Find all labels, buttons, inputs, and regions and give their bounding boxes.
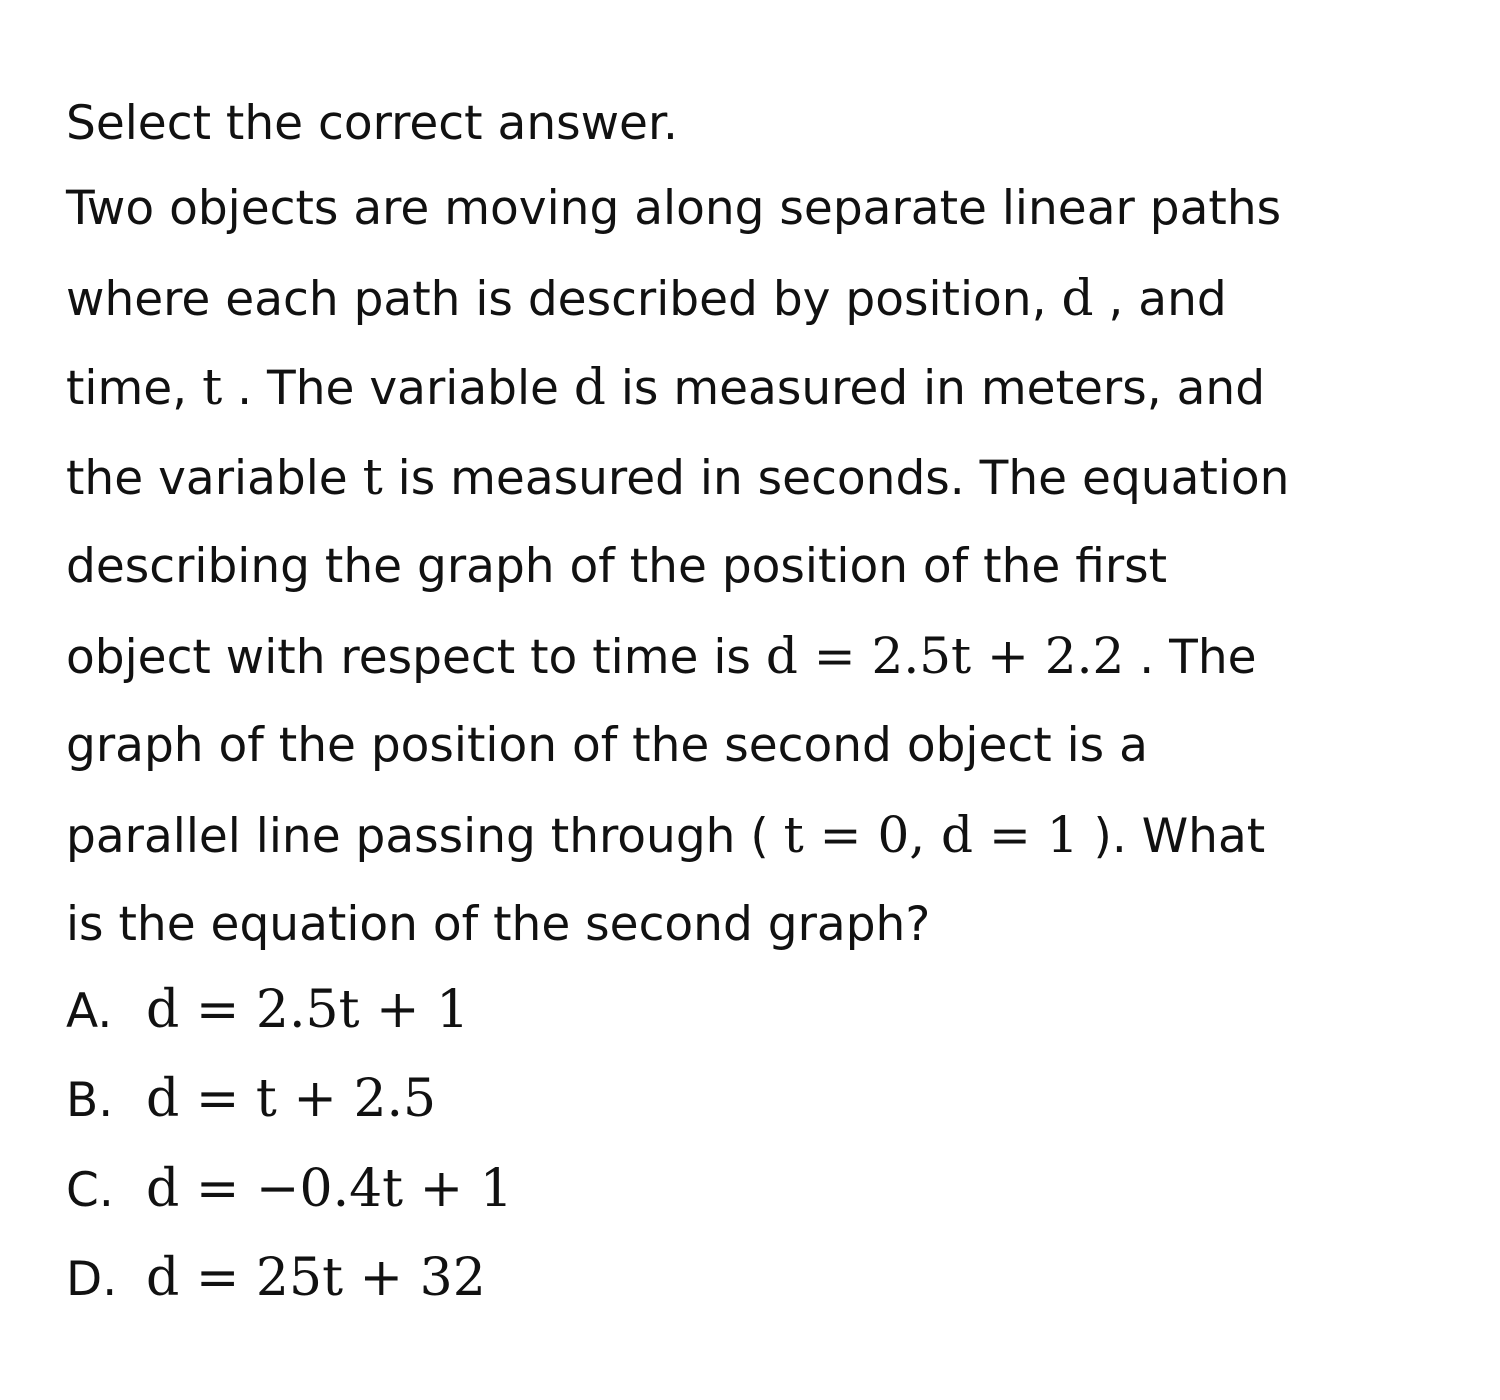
option-letter: C. <box>66 1162 114 1218</box>
math-variable: t <box>202 358 223 416</box>
question-text <box>66 164 1456 970</box>
option-b[interactable] <box>66 1055 1456 1145</box>
option-letter: A. <box>66 983 113 1039</box>
instruction-text: Select the correct answer. <box>66 96 678 151</box>
option-letter: B. <box>66 1073 114 1128</box>
question-page <box>66 92 1456 1324</box>
math-variable: d <box>1061 268 1094 327</box>
question-line: object with respect to time is d = 2.5t + 2.2 . The <box>66 626 1257 685</box>
question-line: Two objects are moving along separate linear paths <box>66 181 1282 236</box>
question-line: where each path is described by position, d , and <box>66 268 1227 327</box>
option-letter: D. <box>66 1252 118 1307</box>
answer-options <box>66 966 1456 1324</box>
question-line: is the equation of the second graph? <box>66 897 931 952</box>
option-d[interactable] <box>66 1234 1456 1324</box>
question-line: parallel line passing through ( t = 0, d = 1 ). What <box>66 805 1266 864</box>
math-variable: t <box>362 447 383 506</box>
first-object-equation: d = 2.5t + 2.2 <box>765 626 1125 685</box>
question-line: describing the graph of the position of the first <box>66 539 1168 594</box>
option-equation: d = t + 2.5 <box>146 1069 437 1129</box>
option-equation: d = 2.5t + 1 <box>146 979 470 1040</box>
math-variable: d <box>573 358 606 416</box>
option-a[interactable] <box>66 966 1456 1056</box>
option-equation: d = −0.4t + 1 <box>146 1158 513 1219</box>
question-line: graph of the position of the second object is a <box>66 718 1148 773</box>
option-c[interactable] <box>66 1145 1456 1235</box>
given-point: t = 0, d = 1 <box>783 805 1079 864</box>
question-line: the variable t is measured in seconds. The equation <box>66 447 1290 506</box>
option-equation: d = 25t + 32 <box>146 1248 486 1308</box>
question-line: time, t . The variable d is measured in meters, and <box>66 358 1266 416</box>
